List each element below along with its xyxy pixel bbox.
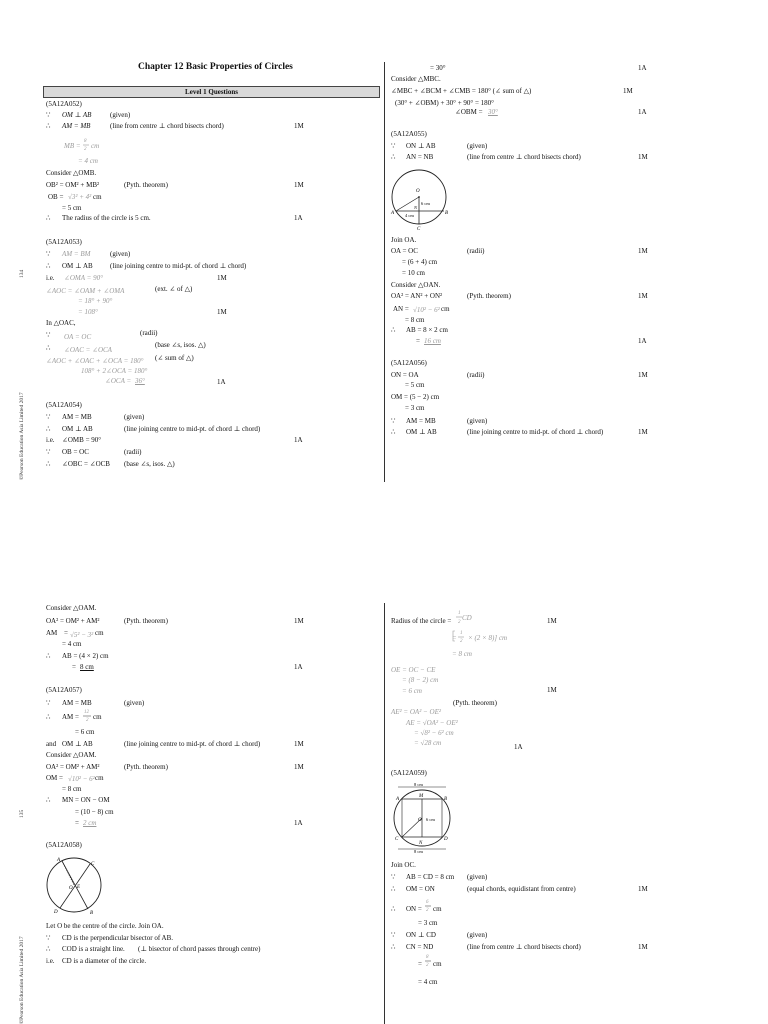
page1.right-line: ∵	[391, 142, 396, 150]
page1.left-line: (radii)	[140, 329, 158, 337]
page2.right-line: OE = OC − CE	[391, 666, 436, 674]
page2.right-line: 1A	[514, 743, 523, 751]
page2.left-line: 1M	[294, 617, 304, 625]
page1.left-line: (5A12A054)	[46, 401, 82, 409]
fig058-label-E: E	[77, 885, 81, 890]
page1.left-line: cm	[93, 193, 102, 201]
page2.left-line: ∴	[46, 796, 51, 804]
page1.right-line: 1M	[638, 153, 648, 161]
page1.right-line: = 3 cm	[405, 404, 425, 412]
page1.left-line: (Pyth. theorem)	[124, 181, 168, 189]
page1.left-line: OM ⊥ AB	[62, 111, 92, 119]
page1.right-line: ∠MBC + ∠BCM + ∠CMB = 180° (∠ sum of △)	[391, 87, 532, 95]
page1.left-line: ∵	[46, 111, 51, 119]
page1.left-line: In △OAC,	[46, 319, 76, 327]
page1.left-line: OM ⊥ AB	[62, 262, 93, 270]
page1.right-line: ∵	[391, 417, 396, 425]
page1.left-line: 36°	[135, 377, 145, 385]
page1.left-line: = 4 cm	[78, 157, 98, 165]
page2.left-line: COD is a straight line.	[62, 945, 125, 953]
page2.left-line: Let O be the centre of the circle. Join OA.	[46, 922, 164, 930]
fig058-label-O: O	[69, 886, 73, 891]
fraction-part: 2	[86, 718, 89, 723]
column-divider-bottom	[384, 603, 385, 1024]
page2.left-line: (Pyth. theorem)	[124, 617, 168, 625]
page2.right-line: =	[452, 634, 457, 642]
page2.left-line: ∵	[46, 934, 51, 942]
page2.left-line: √10² − 6²	[68, 775, 95, 783]
page2.right-line: ∴	[391, 943, 396, 951]
page2.right-line: CN = ND	[406, 943, 434, 951]
level-banner-label: Level 1 Questions	[185, 88, 238, 96]
page2.left-line: cm	[95, 629, 104, 637]
figure-059-circle	[388, 782, 458, 854]
fraction-part: 8	[426, 955, 429, 960]
page2.left-line: 1M	[294, 763, 304, 771]
fig059-label-M: M	[419, 794, 424, 799]
page1.right-line: 1A	[638, 108, 647, 116]
page1.left-line: AM = BM	[62, 250, 91, 258]
page1.left-line: 1A	[217, 378, 226, 386]
page1.right-line: (radii)	[467, 371, 485, 379]
fraction-part: 2	[426, 963, 429, 968]
page1.left-line: 1M	[294, 181, 304, 189]
page2.left-line: AM =	[62, 713, 79, 721]
figure-058-circle	[40, 856, 110, 918]
page1.right-line: Consider △OAN.	[391, 281, 441, 289]
page2.left-line: 1A	[294, 819, 303, 827]
page2.right-line: Join OC.	[391, 861, 416, 869]
page1.left-line: ∴	[46, 262, 51, 270]
page1.right-line: OA² = AN² + ON²	[391, 292, 443, 300]
fraction-part: 2	[458, 620, 461, 625]
page2.right-line: ON =	[406, 905, 422, 913]
page2.right-line: cm	[433, 905, 442, 913]
page1.left-line: (base ∠s, isos. △)	[155, 341, 206, 349]
page1.right-line: 1A	[638, 337, 647, 345]
page2.left-line: ∴	[46, 652, 51, 660]
page1.left-line: ∠AOC = ∠OAM + ∠OMA	[46, 287, 125, 295]
page1.right-line: = (6 + 4) cm	[402, 258, 438, 266]
page1.right-line: (30° + ∠OBM) + 30° + 90° = 180°	[395, 99, 494, 107]
page2.right-line: (line from centre ⊥ chord bisects chord)	[467, 943, 581, 951]
page1.right-line: ∴	[391, 326, 396, 334]
page1.left-line: = 108°	[78, 308, 98, 316]
page2.right-line: = 8 cm	[452, 650, 472, 658]
page1.left-line: (5A12A052)	[46, 100, 82, 108]
page2.left-line: cm	[93, 713, 102, 721]
page-title: Chapter 12 Basic Properties of Circles	[138, 62, 293, 72]
page1.left-line: OA = OC	[64, 333, 92, 341]
page1.right-line: ON = OA	[391, 371, 419, 379]
page2.left-line: Consider △OAM.	[46, 751, 97, 759]
page1.left-line: ∠OMA = 90°	[64, 274, 103, 282]
fig055-label-6cm: 6 cm	[421, 201, 430, 206]
page1.right-line: Join OA.	[391, 236, 417, 244]
page2.right-line: AB = CD = 8 cm	[406, 873, 455, 881]
page1.right-line: ∴	[391, 428, 396, 436]
page2.right-line: × (2 × 8)] cm	[468, 634, 507, 642]
page-number-135: 135	[19, 809, 25, 818]
page2.right-line: ∴	[391, 905, 396, 913]
page2.left-line: i.e.	[46, 957, 55, 965]
page2.left-line: (Pyth. theorem)	[124, 763, 168, 771]
page2.left-line: AB = (4 × 2) cm	[62, 652, 109, 660]
page2.left-line: OA² = OM² + AM²	[46, 763, 100, 771]
page1.left-line: OB =	[48, 193, 64, 201]
page-number-134: 134	[19, 269, 25, 278]
copyright-top: ©Pearson Education Asia Limited 2017	[19, 392, 25, 480]
page2.right-line: ∴	[391, 885, 396, 893]
page2.right-line: AE² = OA² − OE²	[391, 708, 441, 716]
page1.right-line: = 5 cm	[405, 381, 425, 389]
fraction-part: 1	[458, 611, 461, 616]
fig058-label-D: D	[54, 910, 58, 915]
page1.right-line: (line joining centre to mid-pt. of chord ⊥ chord)	[467, 428, 604, 436]
page1.right-line: OM ⊥ AB	[406, 428, 437, 436]
page2.left-line: = 4 cm	[62, 640, 82, 648]
page1.left-line: (∠ sum of △)	[155, 354, 194, 362]
fraction-part: 1	[460, 631, 463, 636]
page1.left-line: ∵	[46, 331, 51, 339]
page2.right-line: 1M	[547, 617, 557, 625]
level-banner	[43, 86, 380, 98]
page1.right-line: 1M	[623, 87, 633, 95]
page2.left-line: (⊥ bisector of chord passes through centre)	[138, 945, 261, 953]
page2.right-line: (5A12A059)	[391, 769, 427, 777]
page2.right-line: (given)	[467, 931, 488, 939]
page2.left-line: (5A12A058)	[46, 841, 82, 849]
page1.right-line: AN =	[393, 305, 409, 313]
page1.left-line: (given)	[110, 250, 131, 258]
page1.right-line: 1A	[638, 64, 647, 72]
fig055-label-A: A	[391, 211, 395, 216]
page1.left-line: ∠OAC = ∠OCA	[64, 346, 112, 354]
page1.right-line: (given)	[467, 142, 488, 150]
page2.left-line: CD is a diameter of the circle.	[62, 957, 147, 965]
page1.left-line: ∵	[46, 413, 51, 421]
page2.right-line: Radius of the circle =	[391, 617, 452, 625]
page1.right-line: Consider △MBC.	[391, 75, 441, 83]
page2.right-line: ON ⊥ CD	[406, 931, 436, 939]
fig055-label-C: C	[417, 227, 421, 232]
page1.left-line: ∠OBC = ∠OCB	[62, 460, 110, 468]
page1.left-line: (ext. ∠ of △)	[155, 285, 193, 293]
page1.left-line: The radius of the circle is 5 cm.	[62, 214, 151, 222]
fig055-label-4cm: 4 cm	[405, 213, 414, 218]
page2.right-line: ∵	[391, 931, 396, 939]
page1.right-line: = 8 cm	[405, 316, 425, 324]
page2.left-line: = 6 cm	[75, 728, 95, 736]
page2.left-line: (given)	[124, 699, 145, 707]
fig058-label-A: A	[57, 858, 61, 863]
page1.right-line: OM = (5 − 2) cm	[391, 393, 440, 401]
page2.left-line: OM =	[46, 774, 63, 782]
page1.left-line: cm	[91, 142, 100, 150]
page2.right-line: ∵	[391, 873, 396, 881]
fig059-label-8cm-top: 8 cm	[414, 782, 423, 787]
page1.right-line: 1M	[638, 428, 648, 436]
page1.left-line: ∴	[46, 122, 51, 130]
page1.left-line: √3² + 4²	[68, 193, 92, 201]
fig059-label-O: O	[418, 818, 422, 823]
fraction-part: 6	[426, 900, 429, 905]
fig059-label-6cm: 6 cm	[426, 817, 435, 822]
page1.left-line: 1A	[294, 436, 303, 444]
page1.left-line: (radii)	[124, 448, 142, 456]
page1.right-line: (5A12A055)	[391, 130, 427, 138]
page1.right-line: 1M	[638, 247, 648, 255]
page1.left-line: AM = MB	[62, 413, 92, 421]
fig055-label-B: B	[445, 211, 449, 216]
page2.left-line: (5A12A057)	[46, 686, 82, 694]
fig058-label-B: B	[90, 911, 94, 916]
page1.left-line: (line joining centre to mid-pt. of chord ⊥ chord)	[124, 425, 261, 433]
page1.left-line: ∵	[46, 250, 51, 258]
page2.right-line: AE = √OA² − OE²	[406, 719, 458, 727]
page2.left-line: Consider △OAM.	[46, 604, 97, 612]
page2.right-line: = √8² − 6² cm	[414, 729, 454, 737]
page2.right-line: OM = ON	[406, 885, 435, 893]
page1.left-line: 1M	[294, 122, 304, 130]
page1.left-line: OM ⊥ AB	[62, 425, 93, 433]
page2.right-line: = 6 cm	[402, 687, 422, 695]
page2.left-line: √5² − 3²	[70, 631, 94, 639]
page2.left-line: 8 cm	[80, 663, 94, 671]
page1.left-line: MB =	[64, 142, 81, 150]
page1.right-line: 1M	[638, 292, 648, 300]
page1.right-line: ∴	[391, 153, 396, 161]
page2.left-line: AM = MB	[62, 699, 92, 707]
page1.right-line: OA = OC	[391, 247, 418, 255]
page1.left-line: (line joining centre to mid-pt. of chord ⊥ chord)	[110, 262, 247, 270]
page2.left-line: cm	[95, 774, 104, 782]
page2.left-line: 1M	[294, 740, 304, 748]
page1.right-line: cm	[441, 305, 450, 313]
fig059-label-8cm-bottom: 8 cm	[414, 849, 423, 854]
page1.left-line: ∴	[46, 214, 51, 222]
page1.left-line: (5A12A053)	[46, 238, 82, 246]
page2.right-line: (equal chords, equidistant from centre)	[467, 885, 576, 893]
fig055-label-N: N	[414, 205, 418, 210]
page2.right-line: = √28 cm	[414, 739, 442, 747]
page1.left-line: OB = OC	[62, 448, 89, 456]
page2.left-line: ∴	[46, 945, 51, 953]
page1.right-line: AN = NB	[406, 153, 434, 161]
fig059-label-N: N	[419, 841, 423, 846]
page1.right-line: (given)	[467, 417, 488, 425]
page2.right-line: 1M	[638, 943, 648, 951]
page1.left-line: (given)	[124, 413, 145, 421]
page1.left-line: ∠OCA =	[105, 377, 132, 385]
page2.left-line: =	[64, 629, 68, 637]
page2.left-line: and	[46, 740, 57, 748]
page1.left-line: i.e.	[46, 274, 55, 282]
page1.left-line: = 5 cm	[62, 204, 82, 212]
fig059-label-D: D	[444, 837, 448, 842]
page2.right-line: 1M	[547, 686, 557, 694]
page1.left-line: i.e.	[46, 436, 55, 444]
column-divider-top	[384, 62, 385, 482]
page2.right-line: 1M	[638, 885, 648, 893]
page2.left-line: 1A	[294, 663, 303, 671]
page1.right-line: 16 cm	[424, 337, 441, 345]
fraction-part: 8	[84, 139, 87, 144]
page2.right-line: =	[418, 960, 422, 968]
page1.left-line: 1M	[217, 308, 227, 316]
page1.right-line: AM = MB	[406, 417, 436, 425]
page2.right-line: CD	[462, 614, 472, 622]
page1.right-line: √10² − 6²	[413, 306, 440, 314]
page1.right-line: = 30°	[430, 64, 446, 72]
copyright-bottom: ©Pearson Education Asia Limited 2017	[19, 936, 25, 1024]
page1.left-line: ∠AOC + ∠OAC + ∠OCA = 180°	[46, 357, 144, 365]
page1.right-line: = 10 cm	[402, 269, 425, 277]
page1.right-line: 30°	[488, 108, 498, 116]
page2.right-line: cm	[433, 960, 442, 968]
page1.left-line: ∴	[46, 460, 51, 468]
page1.right-line: 1M	[638, 371, 648, 379]
page1.left-line: ∵	[46, 448, 51, 456]
page1.left-line: (line from centre ⊥ chord bisects chord)	[110, 122, 224, 130]
page2.left-line: OA² = OM² + AM²	[46, 617, 100, 625]
page2.left-line: ∵	[46, 699, 51, 707]
page1.left-line: (base ∠s, isos. △)	[124, 460, 175, 468]
fig059-label-C: C	[395, 837, 399, 842]
page2.left-line: (line joining centre to mid-pt. of chord ⊥ chord)	[124, 740, 261, 748]
page1.right-line: AB = 8 × 2 cm	[406, 326, 448, 334]
page2.left-line: =	[72, 663, 76, 671]
fig055-label-O: O	[416, 189, 420, 194]
fig058-label-C: C	[91, 862, 95, 867]
fraction-part: 12	[84, 710, 89, 715]
page2.left-line: CD is the perpendicular bisector of AB.	[62, 934, 174, 942]
page1.left-line: OB² = OM² + MB²	[46, 181, 100, 189]
page2.left-line: ∴	[46, 713, 51, 721]
page2.left-line: 2 cm	[83, 819, 97, 827]
page1.left-line: ∴	[46, 425, 51, 433]
page1.left-line: 108° + 2∠OCA = 180°	[81, 367, 148, 375]
page1.right-line: =	[416, 337, 420, 345]
page1.right-line: (radii)	[467, 247, 485, 255]
page1.left-line: = 18° + 90°	[78, 297, 113, 305]
page2.right-line: = 4 cm	[418, 978, 438, 986]
page1.left-line: ∠OMB = 90°	[62, 436, 102, 444]
page2.left-line: = (10 − 8) cm	[75, 808, 114, 816]
page1.left-line: 1A	[294, 214, 303, 222]
page2.left-line: AM	[46, 629, 58, 637]
page2.left-line: MN = ON − OM	[62, 796, 110, 804]
page1.right-line: (5A12A056)	[391, 359, 427, 367]
page2.left-line: OM ⊥ AB	[62, 740, 93, 748]
fraction-part: 2	[426, 908, 429, 913]
page2.left-line: = 8 cm	[62, 785, 82, 793]
page1.left-line: 1M	[217, 274, 227, 282]
page2.right-line: = 3 cm	[418, 919, 438, 927]
page1.left-line: AM = MB	[62, 122, 91, 130]
page1.left-line: Consider △OMB.	[46, 169, 97, 177]
page1.left-line: (given)	[110, 111, 131, 119]
fraction-part: 2	[84, 147, 87, 152]
page2.right-line: (Pyth. theorem)	[453, 699, 497, 707]
page1.right-line: ON ⊥ AB	[406, 142, 436, 150]
page2.right-line: (given)	[467, 873, 488, 881]
fraction-part: 2	[460, 639, 463, 644]
page1.left-line: ∴	[46, 344, 51, 352]
page1.right-line: ∠OBM =	[455, 108, 483, 116]
page1.right-line: (line from centre ⊥ chord bisects chord)	[467, 153, 581, 161]
page2.left-line: =	[75, 819, 79, 827]
page1.right-line: (Pyth. theorem)	[467, 292, 511, 300]
fig059-label-B: B	[444, 797, 448, 802]
figure-055-circle	[388, 166, 458, 232]
fig059-label-A: A	[396, 797, 400, 802]
page2.right-line: = (8 − 2) cm	[402, 676, 439, 684]
